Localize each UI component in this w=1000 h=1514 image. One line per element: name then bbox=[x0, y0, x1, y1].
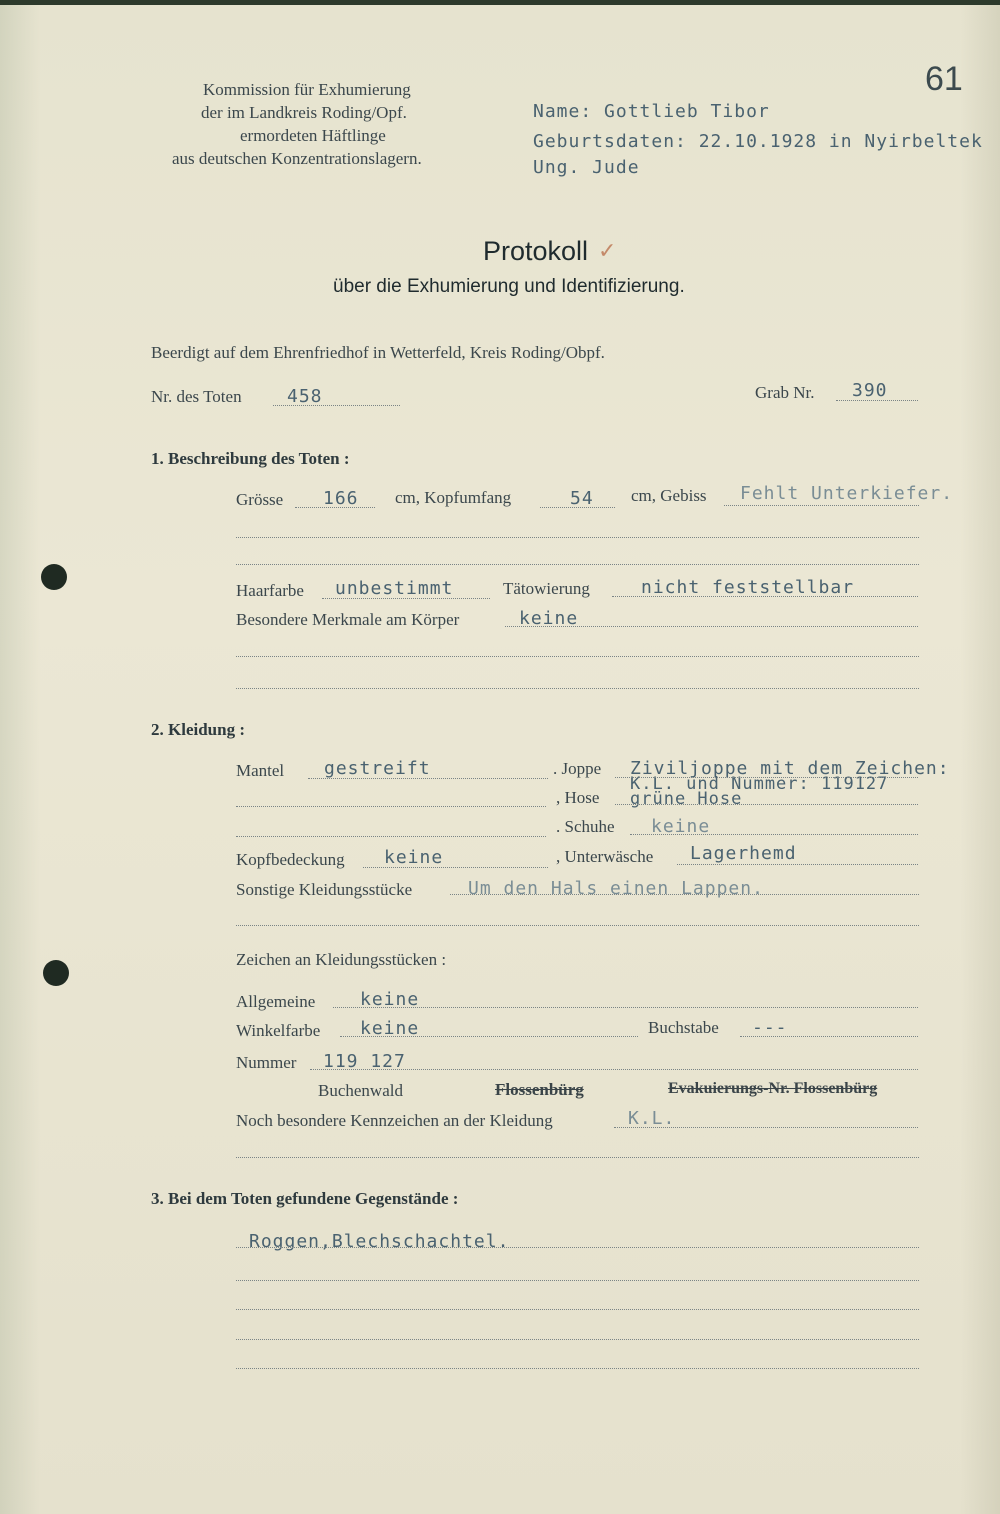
kopfbedeckung-label: Kopfbedeckung bbox=[236, 850, 345, 869]
flossenburg-option: Flossenbürg bbox=[495, 1080, 584, 1099]
noch-kennzeichen-label: Noch besondere Kennzeichen an der Kleidung bbox=[236, 1111, 553, 1130]
punch-hole-top bbox=[41, 564, 67, 590]
nummer-value: 119 127 bbox=[323, 1051, 406, 1072]
nr-value: 458 bbox=[287, 386, 323, 407]
nummer-label: Nummer bbox=[236, 1053, 297, 1072]
burial-location: Beerdigt auf dem Ehrenfriedhof in Wetterfeld, Kreis Roding/Obpf. bbox=[151, 343, 605, 362]
joppe-value-2: K.L. und Nummer: 119127 bbox=[630, 774, 889, 794]
mantel-value: gestreift bbox=[324, 758, 431, 779]
mantel-label: Mantel bbox=[236, 761, 285, 780]
check-mark-icon: ✓ bbox=[598, 238, 617, 263]
kopfbedeckung-value: keine bbox=[384, 847, 444, 868]
buchstabe-label: Buchstabe bbox=[648, 1018, 719, 1037]
joppe-label: . Joppe bbox=[553, 759, 602, 778]
buchstabe-value: --- bbox=[752, 1017, 788, 1038]
punch-hole-bottom bbox=[43, 960, 69, 986]
unterwaesche-label: , Unterwäsche bbox=[556, 847, 654, 866]
schuhe-label: . Schuhe bbox=[556, 817, 615, 836]
haarfarbe-label: Haarfarbe bbox=[236, 581, 304, 600]
commission-line-4: aus deutschen Konzentrationslagern. bbox=[172, 149, 422, 168]
groesse-value: 166 bbox=[323, 488, 359, 509]
hose-label: , Hose bbox=[556, 788, 600, 807]
kopfumfang-value: 54 bbox=[570, 488, 594, 509]
section-2-heading: 2. Kleidung : bbox=[151, 720, 245, 739]
allgemeine-label: Allgemeine bbox=[236, 992, 316, 1011]
winkelfarbe-label: Winkelfarbe bbox=[236, 1021, 321, 1040]
merkmale-value: keine bbox=[519, 608, 579, 629]
nr-label: Nr. des Toten bbox=[151, 387, 242, 406]
hose-value: grüne Hose bbox=[630, 789, 743, 809]
grab-value: 390 bbox=[852, 380, 888, 401]
commission-line-2: der im Landkreis Roding/Opf. bbox=[201, 103, 407, 122]
commission-line-1: Kommission für Exhumierung bbox=[203, 80, 411, 99]
taetowierung-label: Tätowierung bbox=[503, 579, 590, 598]
noch-kennzeichen-value: K.L. bbox=[628, 1108, 676, 1129]
gebiss-value: Fehlt Unterkiefer. bbox=[740, 483, 954, 504]
scan-top-edge bbox=[0, 0, 1000, 5]
merkmale-label: Besondere Merkmale am Körper bbox=[236, 610, 460, 629]
section-1-heading: 1. Beschreibung des Toten : bbox=[151, 449, 350, 468]
joppe-value: Ziviljoppe mit dem Zeichen: bbox=[630, 758, 950, 779]
sonstige-value: Um den Hals einen Lappen. bbox=[468, 878, 764, 899]
kopfumfang-label: cm, Kopfumfang bbox=[395, 488, 512, 507]
taetowierung-value: nicht feststellbar bbox=[641, 577, 855, 598]
zeichen-label: Zeichen an Kleidungsstücken : bbox=[236, 950, 447, 969]
name-line: Name: Gottlieb Tibor bbox=[533, 101, 770, 122]
section-3-heading: 3. Bei dem Toten gefundene Gegenstände : bbox=[151, 1189, 459, 1208]
birth-line: Geburtsdaten: 22.10.1928 in Nyirbeltek bbox=[533, 131, 983, 152]
unterwaesche-value: Lagerhemd bbox=[690, 843, 797, 864]
page-number: 61 bbox=[925, 60, 963, 98]
haarfarbe-value: unbestimmt bbox=[335, 578, 454, 599]
origin-line: Ung. Jude bbox=[533, 157, 640, 178]
commission-line-3: ermordeten Häftlinge bbox=[240, 126, 386, 145]
gebiss-label: cm, Gebiss bbox=[631, 486, 707, 505]
grab-label: Grab Nr. bbox=[755, 383, 815, 402]
winkelfarbe-value: keine bbox=[360, 1018, 420, 1039]
schuhe-value: keine bbox=[651, 816, 711, 837]
page-subtitle: über die Exhumierung und Identifizierung. bbox=[333, 276, 685, 297]
evakuierung-option: Evakuierungs-Nr. Flossenbürg bbox=[668, 1080, 878, 1097]
groesse-label: Grösse bbox=[236, 490, 284, 509]
buchenwald-option: Buchenwald bbox=[318, 1081, 403, 1100]
allgemeine-value: keine bbox=[360, 989, 420, 1010]
page-title: Protokoll bbox=[483, 236, 589, 266]
found-items: Roggen,Blechschachtel. bbox=[249, 1231, 510, 1252]
sonstige-label: Sonstige Kleidungsstücke bbox=[236, 880, 413, 899]
